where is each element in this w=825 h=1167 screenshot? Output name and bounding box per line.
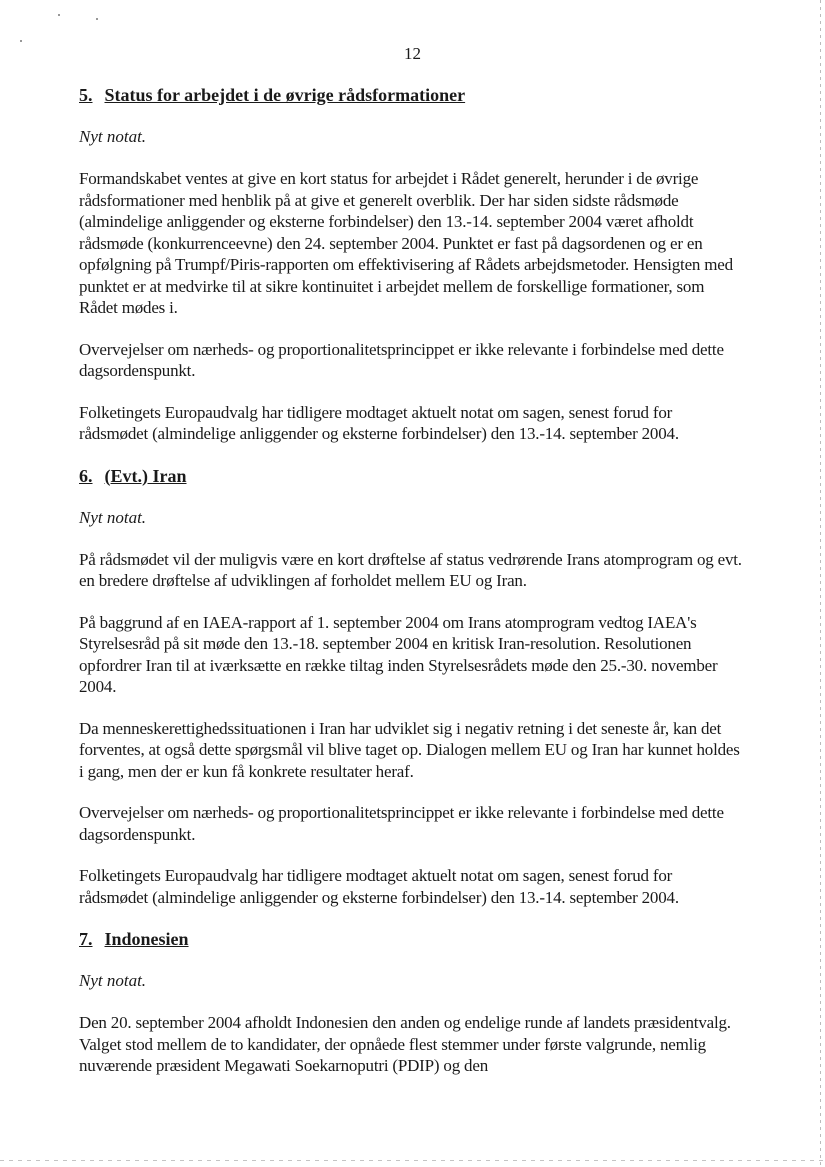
scan-speck [58,14,60,16]
section-heading [79,465,744,487]
scan-speck [20,40,22,42]
section-title: Indonesien [104,929,189,949]
section-title: Status for arbejdet i de øvrige rådsformationer [104,85,466,105]
scan-edge-bottom [0,1160,825,1161]
paragraph: På baggrund af en IAEA-rapport af 1. september 2004 om Irans atomprogram vedtog IAEA's Styrelsesråd på sit møde den 13.-18. september 2004 en kritisk Iran-resolution. Resolutionen opfordrer Iran til at iværksætte en række tiltag inden Styrelsesrådets møde den 25.-30. november 2004. [79,612,718,696]
section-heading [79,928,744,950]
paragraph: Den 20. september 2004 afholdt Indonesien den anden og endelige runde af landets præsidentvalg. Valget stod mellem de to kandidater, der opnåede flest stemmer under første valgrunde, nemlig nuværende præsident Megawati Soekarnoputri (PDIP) og den [79,1013,731,1075]
section-number: 6. [79,465,93,486]
paragraph: Folketingets Europaudvalg har tidligere modtaget aktuelt notat om sagen, senest forud for rådsmødet (almindelige anliggender og eksterne forbindelser) den 13.-14. september 2004. [79,866,679,907]
section-title: (Evt.) Iran [104,465,187,486]
section-6 [79,465,744,909]
section-heading [79,84,744,106]
document-body [79,84,744,1097]
page-number: 12 [404,44,421,63]
paragraph: Folketingets Europaudvalg har tidligere modtaget aktuelt notat om sagen, senest forud for rådsmødet (almindelige anliggender og eksterne forbindelser) den 13.-14. september 2004. [79,402,679,443]
paragraph: Overvejelser om nærheds- og proportionalitetsprincippet er ikke relevante i forbindelse med dette dagsordenspunkt. [79,339,724,380]
paragraph: På rådsmødet vil der muligvis være en kort drøftelse af status vedrørende Irans atomprogram og evt. en bredere drøftelse af udviklingen af forholdet mellem EU og Iran. [79,549,742,590]
note-label: Nyt notat. [79,127,147,146]
section-number: 7. [79,929,93,949]
paragraph: Overvejelser om nærheds- og proportionalitetsprincippet er ikke relevante i forbindelse med dette dagsordenspunkt. [79,803,724,844]
section-number: 5. [79,85,93,105]
scan-edge-right [820,0,821,1167]
section-5 [79,84,744,445]
paragraph: Formandskabet ventes at give en kort status for arbejdet i Rådet generelt, herunder i de øvrige rådsformationer med henblik på at give et generelt overblik. Der har siden sidste rådsmøde (almindelige anliggender og eksterne forbindelser) den 13.-14. september 2004 været afholdt rådsmøde (konkurrenceevne) den 24. september 2004. Punktet er fast på dagsordenen og er en opfølgning på Trumpf/Piris-rapporten om effektivisering af Rådets arbejdsmetoder. Hensigten med punktet er at medvirke til at sikre kontinuitet i arbejdet mellem de forskellige formationer, som Rådet mødes i. [79,169,733,317]
paragraph: Da menneskerettighedssituationen i Iran har udviklet sig i negativ retning i det seneste år, kan det forventes, at også dette spørgsmål vil blive taget op. Dialogen mellem EU og Iran har kunnet holdes i gang, men der er kun få konkrete resultater heraf. [79,718,740,781]
section-7 [79,928,744,1077]
note-label: Nyt notat. [79,971,147,990]
scan-speck [96,18,98,20]
note-label: Nyt notat. [79,507,147,527]
